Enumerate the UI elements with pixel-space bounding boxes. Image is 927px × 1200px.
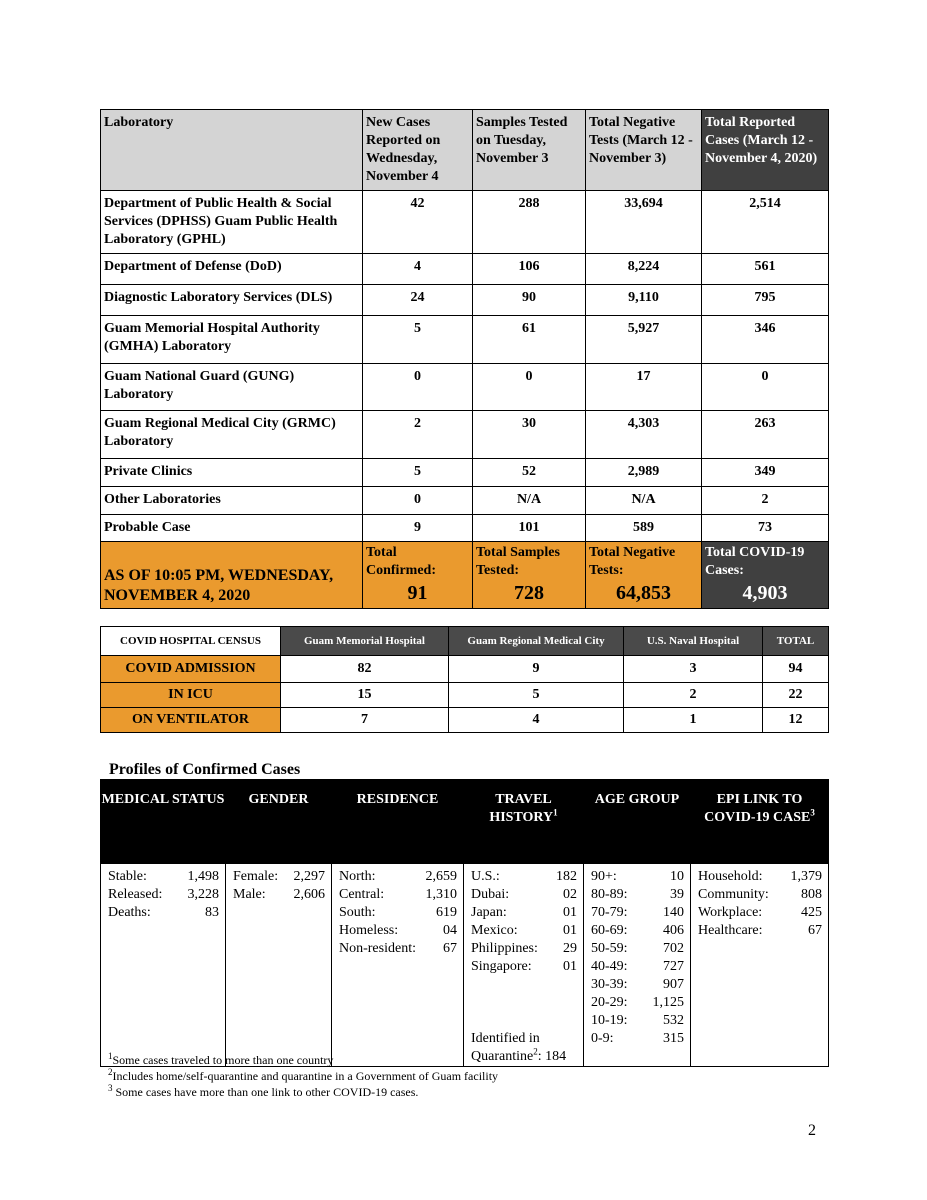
table-row [101, 316, 829, 364]
total-negative-label: Total Negative Tests: [589, 545, 676, 578]
footnotes [108, 1052, 498, 1100]
negative-value: 2,989 [586, 459, 702, 487]
list-item: 0-9: 315 [591, 1031, 684, 1046]
list-item: Japan: 01 [471, 905, 577, 920]
new-cases-value: 5 [363, 316, 473, 364]
table-row [101, 683, 829, 708]
header-medical-status: MEDICAL STATUS [101, 780, 226, 864]
reported-value: 2,514 [702, 191, 829, 254]
lab-table-header-row [101, 110, 829, 191]
age-group-cell [584, 864, 691, 1067]
list-item: 80-89: 39 [591, 887, 684, 902]
negative-value: 5,927 [586, 316, 702, 364]
list-item: Philippines: 29 [471, 941, 577, 956]
lab-name: Probable Case [101, 515, 363, 542]
table-row [101, 515, 829, 542]
list-item: Central: 1,310 [339, 887, 457, 902]
lab-name: Department of Public Health & Social Services (DPHSS) Guam Public Health Laboratory (GPHL) [101, 191, 363, 254]
travel-history-cell [464, 864, 584, 1067]
gmh-value: 7 [281, 708, 449, 733]
header-total-reported: Total Reported Cases (March 12 - November 4, 2020) [702, 110, 829, 191]
footnote-2: $^2$Includes home/self-quarantine and quarantine in a Government of Guam facility [108, 1067, 499, 1083]
list-item: Non-resident: 67 [339, 941, 457, 956]
new-cases-value: 42 [363, 191, 473, 254]
total-covid-label: Total COVID-19 Cases: [705, 545, 805, 578]
samples-value: 0 [473, 364, 586, 411]
grmc-value: 4 [449, 708, 624, 733]
list-item: Male: 2,606 [233, 887, 325, 902]
page-number: 2 [808, 1122, 816, 1139]
total-confirmed-label: Total Confirmed: [366, 545, 436, 578]
totals-row [101, 542, 829, 609]
grmc-value: 5 [449, 683, 624, 708]
table-row [101, 459, 829, 487]
negative-value: 8,224 [586, 254, 702, 285]
list-item: 10-19: 532 [591, 1013, 684, 1028]
census-header-gmh: Guam Memorial Hospital [281, 627, 449, 656]
laboratory-table [100, 109, 829, 609]
list-item: Mexico: 01 [471, 923, 577, 938]
samples-value: 61 [473, 316, 586, 364]
total-samples-value: 728 [514, 582, 544, 604]
negative-value: 589 [586, 515, 702, 542]
list-item: North: 2,659 [339, 869, 457, 884]
new-cases-value: 5 [363, 459, 473, 487]
samples-value: 101 [473, 515, 586, 542]
total-covid-value: 4,903 [742, 582, 788, 604]
residence-cell [332, 864, 464, 1067]
list-item: Female: 2,297 [233, 869, 325, 884]
new-cases-value: 24 [363, 285, 473, 316]
total-negative-cell [586, 542, 702, 609]
reported-value: 795 [702, 285, 829, 316]
header-samples-tested: Samples Tested on Tuesday, November 3 [473, 110, 586, 191]
negative-value: N/A [586, 487, 702, 515]
list-item: Stable: 1,498 [108, 869, 219, 884]
epi-link-cell [691, 864, 829, 1067]
new-cases-value: 0 [363, 487, 473, 515]
list-item: 30-39: 907 [591, 977, 684, 992]
reported-value: 73 [702, 515, 829, 542]
reported-value: 263 [702, 411, 829, 459]
profiles-title: Profiles of Confirmed Cases [109, 761, 301, 778]
header-travel-history: TRAVEL HISTORY$^1$ [464, 780, 584, 864]
usnh-value: 3 [624, 656, 763, 683]
gmh-value: 82 [281, 656, 449, 683]
census-header-usnh: U.S. Naval Hospital [624, 627, 763, 656]
samples-value: 52 [473, 459, 586, 487]
negative-value: 4,303 [586, 411, 702, 459]
lab-name: Department of Defense (DoD) [101, 254, 363, 285]
list-item: South: 619 [339, 905, 457, 920]
reported-value: 561 [702, 254, 829, 285]
list-item: U.S.: 182 [471, 869, 577, 884]
lab-name: Other Laboratories [101, 487, 363, 515]
reported-value: 0 [702, 364, 829, 411]
lab-name: Guam Memorial Hospital Authority (GMHA) Laboratory [101, 316, 363, 364]
gmh-value: 15 [281, 683, 449, 708]
samples-value: N/A [473, 487, 586, 515]
usnh-value: 2 [624, 683, 763, 708]
list-item: Deaths: 83 [108, 905, 219, 920]
samples-value: 106 [473, 254, 586, 285]
table-row [101, 656, 829, 683]
list-item: Community: 808 [698, 887, 822, 902]
list-item: 70-79: 140 [591, 905, 684, 920]
list-item: Singapore: 01 [471, 959, 577, 974]
list-item: Dubai: 02 [471, 887, 577, 902]
list-item: 40-49: 727 [591, 959, 684, 974]
gender-cell [226, 864, 332, 1067]
list-item: Household: 1,379 [698, 869, 822, 884]
profiles-body-row [101, 864, 829, 1067]
census-header-row [101, 627, 829, 656]
grmc-value: 9 [449, 656, 624, 683]
quarantine-line-1: Identified in [471, 1031, 540, 1046]
list-item: 20-29: 1,125 [591, 995, 684, 1010]
total-negative-value: 64,853 [616, 582, 671, 604]
header-laboratory: Laboratory [101, 110, 363, 191]
new-cases-value: 9 [363, 515, 473, 542]
quarantine-line-2: Quarantine$^2$: 184 [471, 1046, 567, 1064]
total-value: 22 [763, 683, 829, 708]
new-cases-value: 4 [363, 254, 473, 285]
list-item: Released: 3,228 [108, 887, 219, 902]
total-value: 94 [763, 656, 829, 683]
reported-value: 2 [702, 487, 829, 515]
list-item: Workplace: 425 [698, 905, 822, 920]
list-item: Healthcare: 67 [698, 923, 822, 938]
usnh-value: 1 [624, 708, 763, 733]
list-item: Homeless: 04 [339, 923, 457, 938]
profiles-table [100, 779, 829, 1067]
census-header-grmc: Guam Regional Medical City [449, 627, 624, 656]
total-samples-label: Total Samples Tested: [476, 545, 560, 578]
new-cases-value: 0 [363, 364, 473, 411]
census-row-label: IN ICU [101, 683, 281, 708]
table-row [101, 411, 829, 459]
header-age-group: AGE GROUP [584, 780, 691, 864]
list-item: 60-69: 406 [591, 923, 684, 938]
lab-name: Guam Regional Medical City (GRMC) Laboratory [101, 411, 363, 459]
list-item: 90+: 10 [591, 869, 684, 884]
lab-name: Guam National Guard (GUNG) Laboratory [101, 364, 363, 411]
table-row [101, 191, 829, 254]
negative-value: 33,694 [586, 191, 702, 254]
total-covid-cell [702, 542, 829, 609]
total-confirmed-cell [363, 542, 473, 609]
header-gender: GENDER [226, 780, 332, 864]
negative-value: 17 [586, 364, 702, 411]
table-row [101, 254, 829, 285]
footnote-1: $^1$Some cases traveled to more than one country [108, 1051, 334, 1067]
new-cases-value: 2 [363, 411, 473, 459]
census-row-label: ON VENTILATOR [101, 708, 281, 733]
hospital-census-table [100, 626, 829, 733]
as-of-timestamp: AS OF 10:05 PM, WEDNESDAY, NOVEMBER 4, 2020 [101, 542, 363, 609]
lab-name: Diagnostic Laboratory Services (DLS) [101, 285, 363, 316]
total-samples-cell [473, 542, 586, 609]
total-value: 12 [763, 708, 829, 733]
negative-value: 9,110 [586, 285, 702, 316]
total-confirmed-value: 91 [407, 582, 428, 604]
header-residence: RESIDENCE [332, 780, 464, 864]
samples-value: 90 [473, 285, 586, 316]
reported-value: 346 [702, 316, 829, 364]
samples-value: 288 [473, 191, 586, 254]
footnote-3: $^3$ Some cases have more than one link to other COVID-19 cases. [108, 1083, 419, 1099]
table-row [101, 487, 829, 515]
medical-status-cell [101, 864, 226, 1067]
table-row [101, 285, 829, 316]
census-row-label: COVID ADMISSION [101, 656, 281, 683]
header-total-negative: Total Negative Tests (March 12 - November 3) [586, 110, 702, 191]
census-header-total: TOTAL [763, 627, 829, 656]
samples-value: 30 [473, 411, 586, 459]
reported-value: 349 [702, 459, 829, 487]
header-new-cases: New Cases Reported on Wednesday, November 4 [363, 110, 473, 191]
table-row [101, 708, 829, 733]
profiles-header-row [101, 780, 829, 864]
header-epi-link: EPI LINK TO COVID-19 CASE$^3$ [691, 780, 829, 864]
census-header-title: COVID HOSPITAL CENSUS [101, 627, 281, 656]
table-row [101, 364, 829, 411]
list-item: 50-59: 702 [591, 941, 684, 956]
lab-name: Private Clinics [101, 459, 363, 487]
